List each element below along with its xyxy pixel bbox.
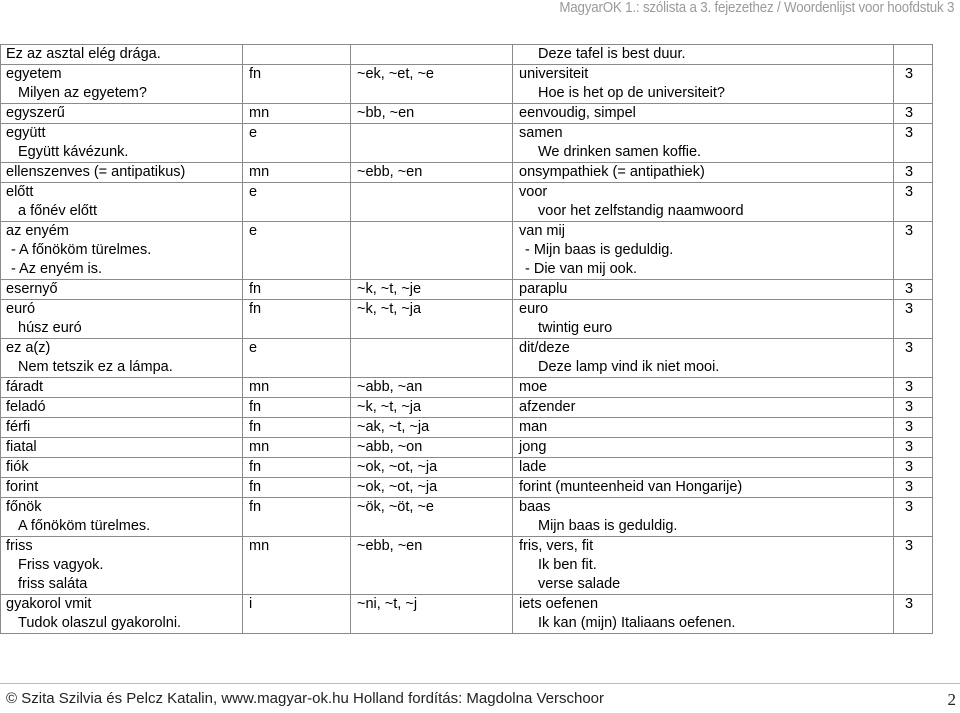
table-row	[0, 398, 932, 418]
dutch-translation: - Mijn baas is geduldig.	[525, 242, 674, 258]
word-class: fn	[249, 419, 262, 435]
word-class: mn	[249, 439, 270, 455]
row-line	[0, 84, 932, 103]
row-line	[0, 183, 932, 202]
table-row	[0, 183, 932, 222]
row-line	[0, 339, 932, 358]
row-line	[0, 378, 932, 397]
row-line	[0, 104, 932, 123]
row-line	[0, 358, 932, 377]
table-border-left	[0, 44, 1, 634]
row-line	[0, 398, 932, 417]
suffix-forms: ~ak, ~t, ~ja	[357, 419, 430, 435]
dutch-translation: fris, vers, fit	[519, 538, 594, 554]
chapter-number: 3	[905, 66, 914, 82]
dutch-translation: Deze lamp vind ik niet mooi.	[538, 359, 720, 375]
suffix-forms: ~k, ~t, ~ja	[357, 301, 422, 317]
table-row	[0, 595, 932, 634]
chapter-number: 3	[905, 223, 914, 239]
chapter-number: 3	[905, 125, 914, 141]
hungarian-term: Tudok olaszul gyakorolni.	[18, 615, 182, 631]
hungarian-term: friss	[6, 538, 33, 554]
chapter-number: 3	[905, 105, 914, 121]
dutch-translation: samen	[519, 125, 563, 141]
dutch-translation: universiteit	[519, 66, 589, 82]
table-row	[0, 378, 932, 398]
hungarian-term: főnök	[6, 499, 42, 515]
table-row	[0, 537, 932, 595]
dutch-translation: - Die van mij ook.	[525, 261, 638, 277]
page-footer	[0, 690, 960, 712]
dutch-translation: afzender	[519, 399, 576, 415]
chapter-number: 3	[905, 479, 914, 495]
table-border-right	[932, 44, 933, 634]
word-class: mn	[249, 379, 270, 395]
dutch-translation: Ik kan (mijn) Italiaans oefenen.	[538, 615, 736, 631]
row-line	[0, 260, 932, 279]
hungarian-term: esernyő	[6, 281, 58, 297]
word-class: fn	[249, 301, 262, 317]
row-line	[0, 241, 932, 260]
dutch-translation: moe	[519, 379, 548, 395]
hungarian-term: fáradt	[6, 379, 44, 395]
dutch-translation: baas	[519, 499, 551, 515]
hungarian-term: a főnév előtt	[18, 203, 97, 219]
hungarian-term: ez a(z)	[6, 340, 51, 356]
row-line	[0, 222, 932, 241]
column-divider-4	[893, 44, 894, 634]
row-line	[0, 280, 932, 299]
hungarian-term: forint	[6, 479, 39, 495]
word-class: fn	[249, 281, 262, 297]
row-line	[0, 45, 932, 64]
footer-text: Szita Szilvia és Pelcz Katalin, www.magyar-ok.hu Holland fordítás: Magdolna Verschoor	[21, 690, 605, 707]
chapter-number: 3	[905, 301, 914, 317]
dutch-translation: iets oefenen	[519, 596, 599, 612]
suffix-forms: ~ek, ~et, ~e	[357, 66, 434, 82]
chapter-number: 3	[905, 340, 914, 356]
table-row	[0, 45, 932, 65]
dutch-translation: lade	[519, 459, 547, 475]
row-line	[0, 498, 932, 517]
row-line	[0, 556, 932, 575]
dutch-translation: Mijn baas is geduldig.	[538, 518, 678, 534]
suffix-forms: ~ok, ~ot, ~ja	[357, 479, 438, 495]
suffix-forms: ~ok, ~ot, ~ja	[357, 459, 438, 475]
word-class: fn	[249, 499, 262, 515]
hungarian-term: friss saláta	[18, 576, 88, 592]
table-row	[0, 478, 932, 498]
hungarian-term: egyetem	[6, 66, 62, 82]
vocabulary-table	[0, 44, 932, 634]
dutch-translation: We drinken samen koffie.	[538, 144, 702, 160]
word-class: e	[249, 125, 258, 141]
hungarian-term: A főnököm türelmes.	[18, 518, 151, 534]
dutch-translation: onsympathiek (= antipathiek)	[519, 164, 705, 180]
row-line	[0, 458, 932, 477]
dutch-translation: Deze tafel is best duur.	[538, 46, 686, 62]
page-header: MagyarOK 1.: szólista a 3. fejezethez / Woordenlijst voor hoofdstuk 3	[559, 0, 954, 16]
dutch-translation: dit/deze	[519, 340, 570, 356]
suffix-forms: ~ök, ~öt, ~e	[357, 499, 434, 515]
chapter-number: 3	[905, 184, 914, 200]
column-divider-2	[350, 44, 351, 634]
word-class: fn	[249, 459, 262, 475]
hungarian-term: Együtt kávézunk.	[18, 144, 129, 160]
footer-credits	[6, 690, 604, 707]
row-line	[0, 478, 932, 497]
chapter-number: 3	[905, 379, 914, 395]
table-row	[0, 222, 932, 280]
dutch-translation: van mij	[519, 223, 565, 239]
suffix-forms: ~abb, ~on	[357, 439, 423, 455]
dutch-translation: man	[519, 419, 548, 435]
suffix-forms: ~k, ~t, ~ja	[357, 399, 422, 415]
dutch-translation: paraplu	[519, 281, 568, 297]
table-row	[0, 163, 932, 183]
dutch-translation: twintig euro	[538, 320, 613, 336]
suffix-forms: ~k, ~t, ~je	[357, 281, 422, 297]
word-class: i	[249, 596, 253, 612]
word-class: mn	[249, 164, 270, 180]
table-row	[0, 124, 932, 163]
hungarian-term: Nem tetszik ez a lámpa.	[18, 359, 173, 375]
table-row	[0, 498, 932, 537]
suffix-forms: ~abb, ~an	[357, 379, 423, 395]
hungarian-term: húsz euró	[18, 320, 82, 336]
word-class: fn	[249, 66, 262, 82]
word-class: e	[249, 223, 258, 239]
row-line	[0, 517, 932, 536]
word-class: mn	[249, 538, 270, 554]
chapter-number: 3	[905, 538, 914, 554]
dutch-translation: forint (munteenheid van Hongarije)	[519, 479, 743, 495]
chapter-number: 3	[905, 281, 914, 297]
hungarian-term: fiók	[6, 459, 29, 475]
footer-divider	[0, 683, 960, 684]
row-line	[0, 124, 932, 143]
hungarian-term: gyakorol vmit	[6, 596, 92, 612]
row-line	[0, 614, 932, 633]
row-line	[0, 438, 932, 457]
row-line	[0, 575, 932, 594]
dutch-translation: jong	[519, 439, 547, 455]
chapter-number: 3	[905, 419, 914, 435]
word-class: mn	[249, 105, 270, 121]
hungarian-term: feladó	[6, 399, 46, 415]
table-row	[0, 280, 932, 300]
chapter-number: 3	[905, 399, 914, 415]
hungarian-term: euró	[6, 301, 36, 317]
word-class: e	[249, 184, 258, 200]
word-class: fn	[249, 479, 262, 495]
hungarian-term: Milyen az egyetem?	[18, 85, 147, 101]
column-divider-3	[512, 44, 513, 634]
chapter-number: 3	[905, 596, 914, 612]
hungarian-term: egyszerű	[6, 105, 65, 121]
row-line	[0, 143, 932, 162]
row-line	[0, 163, 932, 182]
table-row	[0, 339, 932, 378]
dutch-translation: Ik ben fit.	[538, 557, 597, 573]
row-line	[0, 65, 932, 84]
suffix-forms: ~ni, ~t, ~j	[357, 596, 418, 612]
row-line	[0, 418, 932, 437]
suffix-forms: ~ebb, ~en	[357, 538, 423, 554]
suffix-forms: ~ebb, ~en	[357, 164, 423, 180]
row-line	[0, 595, 932, 614]
dutch-translation: voor	[519, 184, 548, 200]
word-class: fn	[249, 399, 262, 415]
chapter-number: 3	[905, 459, 914, 475]
row-line	[0, 202, 932, 221]
hungarian-term: - Az enyém is.	[11, 261, 103, 277]
hungarian-term: ellenszenves (= antipatikus)	[6, 164, 186, 180]
hungarian-term: Ez az asztal elég drága.	[6, 46, 161, 62]
column-divider-1	[242, 44, 243, 634]
hungarian-term: együtt	[6, 125, 46, 141]
chapter-number: 3	[905, 499, 914, 515]
page-number: 2	[947, 690, 956, 709]
hungarian-term: - A főnököm türelmes.	[11, 242, 152, 258]
row-line	[0, 319, 932, 338]
hungarian-term: férfi	[6, 419, 31, 435]
hungarian-term: Friss vagyok.	[18, 557, 104, 573]
copyright-icon: ©	[6, 690, 18, 707]
table-row	[0, 104, 932, 124]
row-line	[0, 537, 932, 556]
table-row	[0, 418, 932, 438]
hungarian-term: előtt	[6, 184, 34, 200]
row-line	[0, 300, 932, 319]
table-row	[0, 438, 932, 458]
table-row	[0, 300, 932, 339]
suffix-forms: ~bb, ~en	[357, 105, 415, 121]
chapter-number: 3	[905, 164, 914, 180]
dutch-translation: euro	[519, 301, 549, 317]
chapter-number: 3	[905, 439, 914, 455]
dutch-translation: Hoe is het op de universiteit?	[538, 85, 725, 101]
table-row	[0, 65, 932, 104]
dutch-translation: eenvoudig, simpel	[519, 105, 636, 121]
table-row	[0, 458, 932, 478]
hungarian-term: fiatal	[6, 439, 37, 455]
dutch-translation: verse salade	[538, 576, 621, 592]
dutch-translation: voor het zelfstandig naamwoord	[538, 203, 744, 219]
word-class: e	[249, 340, 258, 356]
hungarian-term: az enyém	[6, 223, 69, 239]
